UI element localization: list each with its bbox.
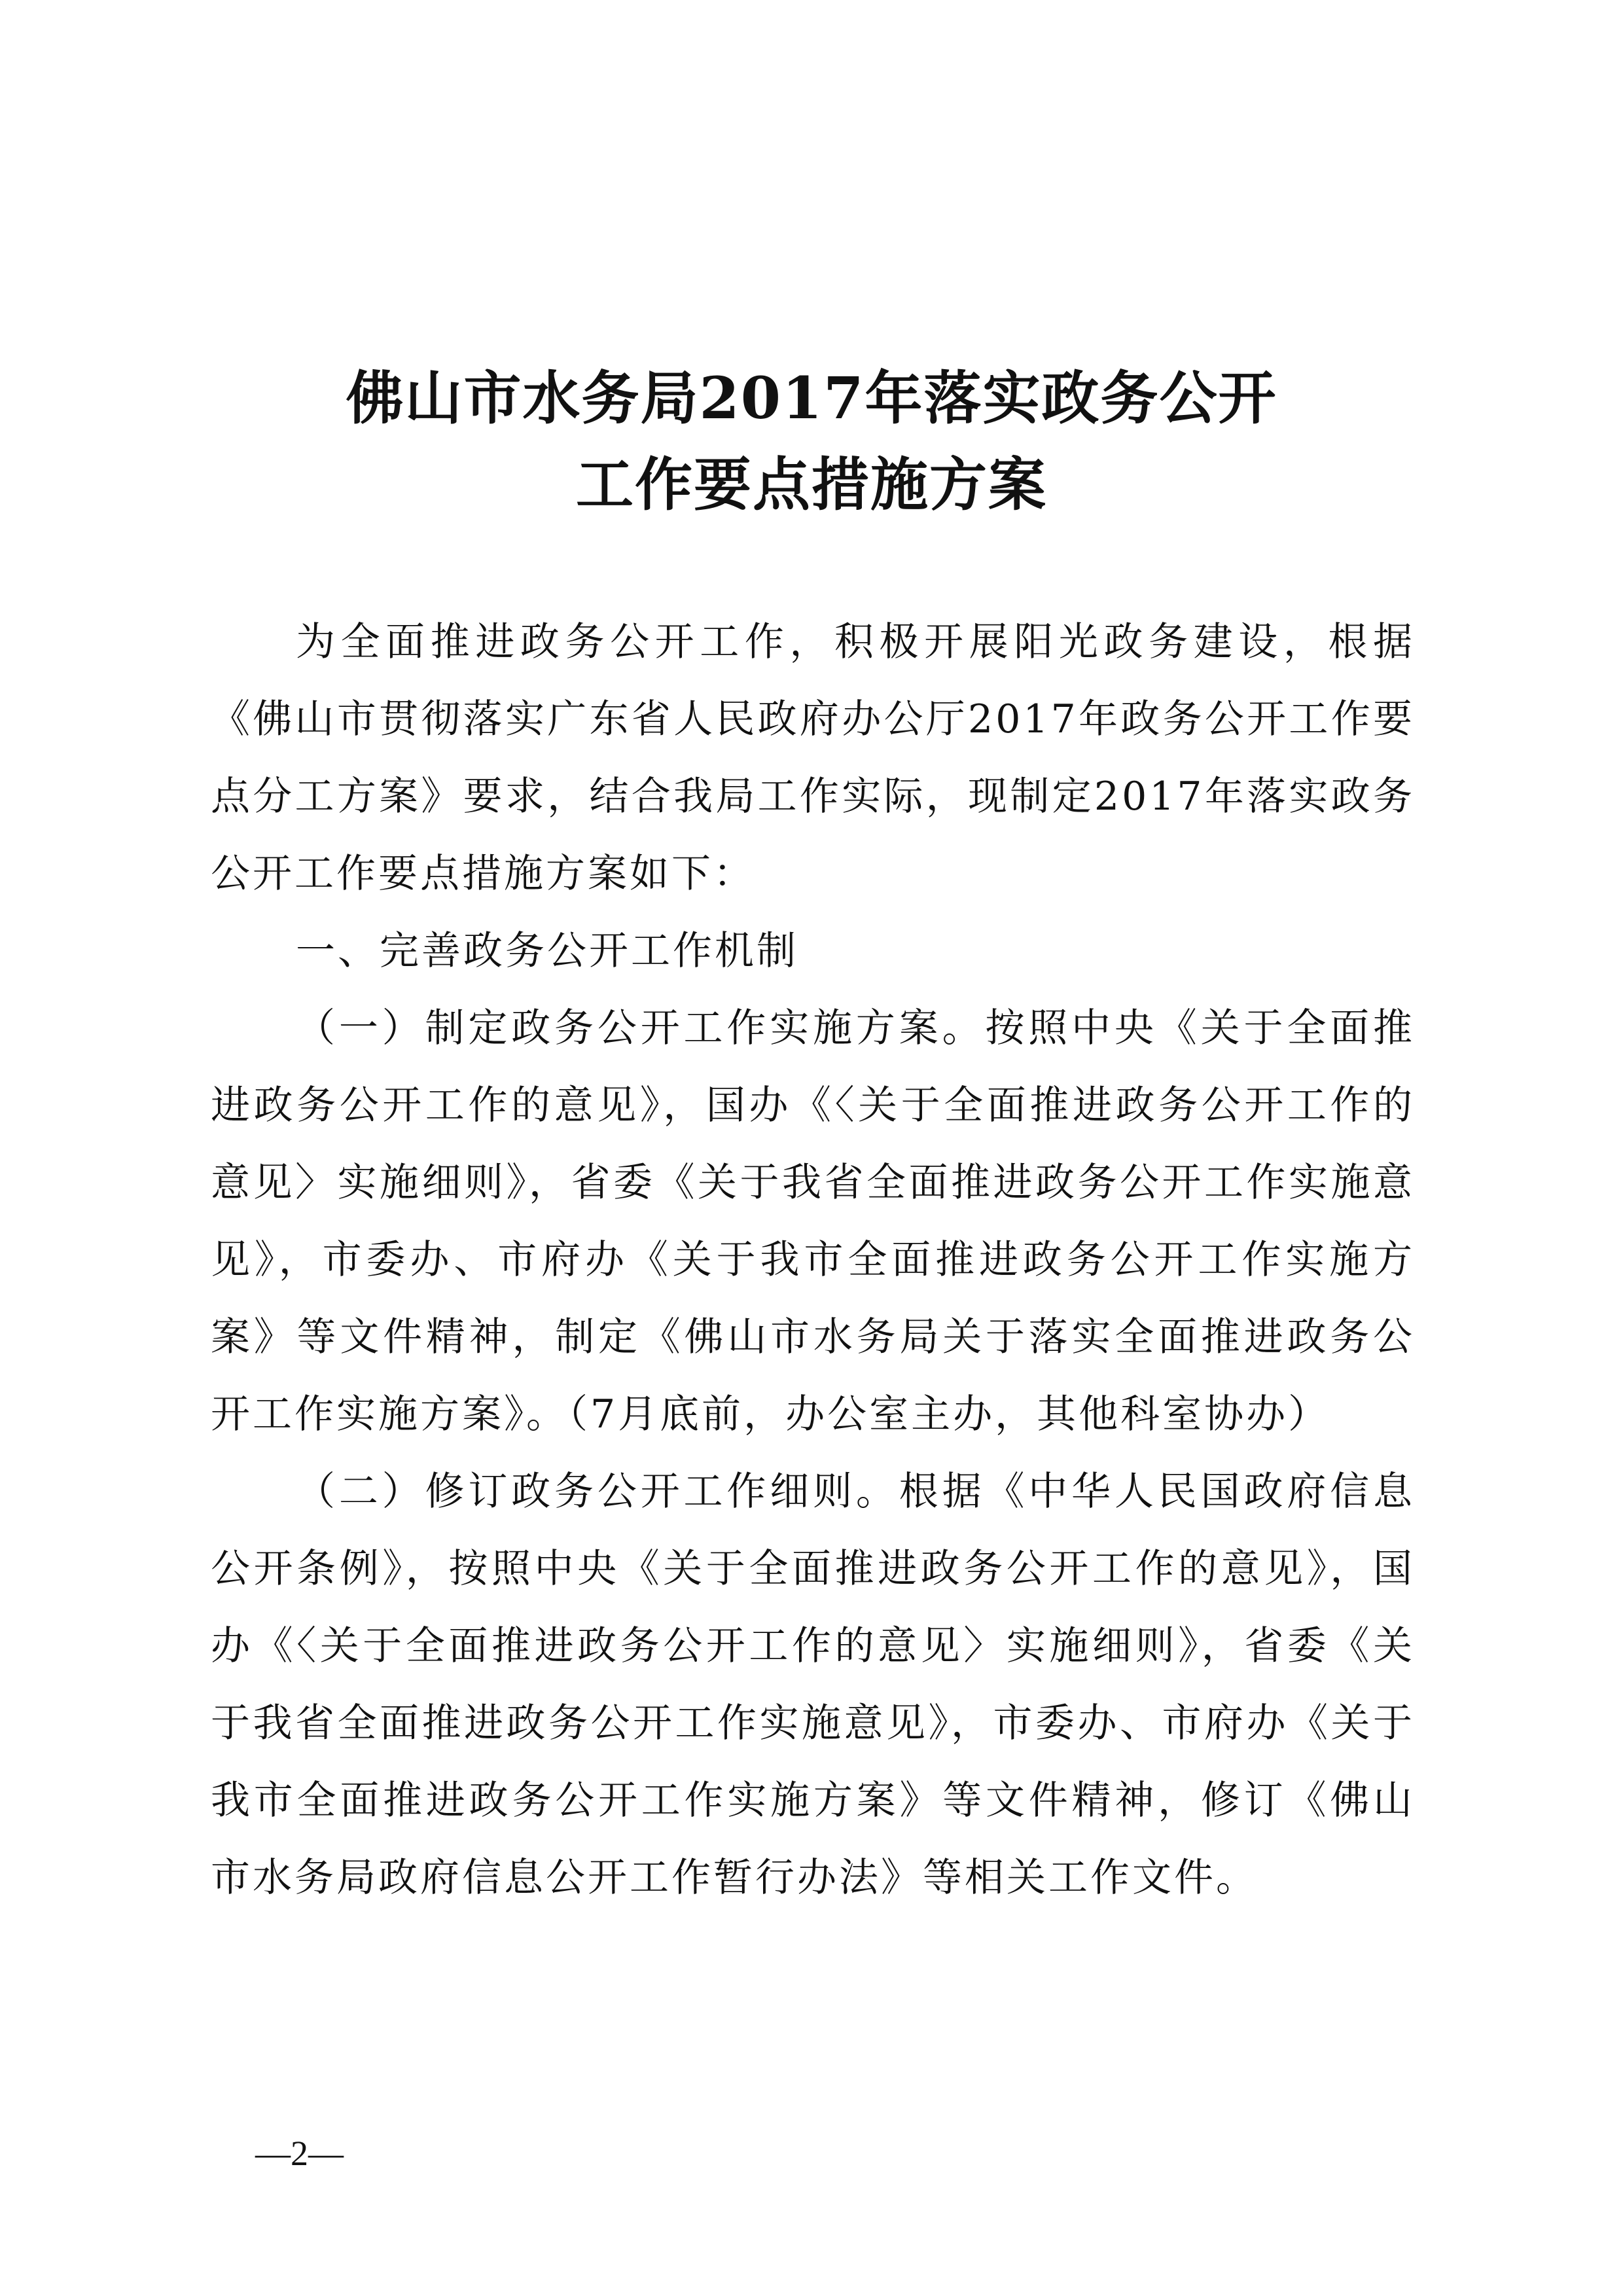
document-body	[211, 603, 1415, 1916]
document-title-line-2: 工作要点措施方案	[575, 450, 1047, 518]
page-number: —2—	[255, 2134, 344, 2173]
item-paragraph-1: （一）制定政务公开工作实施方案。按照中央《关于全面推进政务公开工作的意见》，国办《〈关于全面推进政务公开工作的意见〉实施细则》，省委《关于我省全面推进政务公开工作实施意见》，市委办、市府办《关于我市全面推进政务公开工作实施方案》等文件精神，制定《佛山市水务局关于落实全面推进政务公开工作实施方案》。（7月底前，办公室主办，其他科室协办）	[211, 1005, 1415, 1437]
section-heading-1: 一、完善政务公开工作机制	[296, 928, 798, 974]
intro-paragraph: 为全面推进政务公开工作，积极开展阳光政务建设，根据《佛山市贯彻落实广东省人民政府办公厅2017年政务公开工作要点分工方案》要求，结合我局工作实际，现制定2017年落实政务公开工作要点措施方案如下：	[211, 619, 1415, 897]
document-title-line-1: 佛山市水务局2017年落实政务公开	[346, 364, 1277, 432]
item-paragraph-2: （二）修订政务公开工作细则。根据《中华人民国政府信息公开条例》，按照中央《关于全面推进政务公开工作的意见》，国办《〈关于全面推进政务公开工作的意见〉实施细则》，省委《关于我省全面推进政务公开工作实施意见》，市委办、市府办《关于我市全面推进政务公开工作实施方案》等文件精神，修订《佛山市水务局政府信息公开工作暂行办法》等相关工作文件。	[211, 1469, 1415, 1901]
